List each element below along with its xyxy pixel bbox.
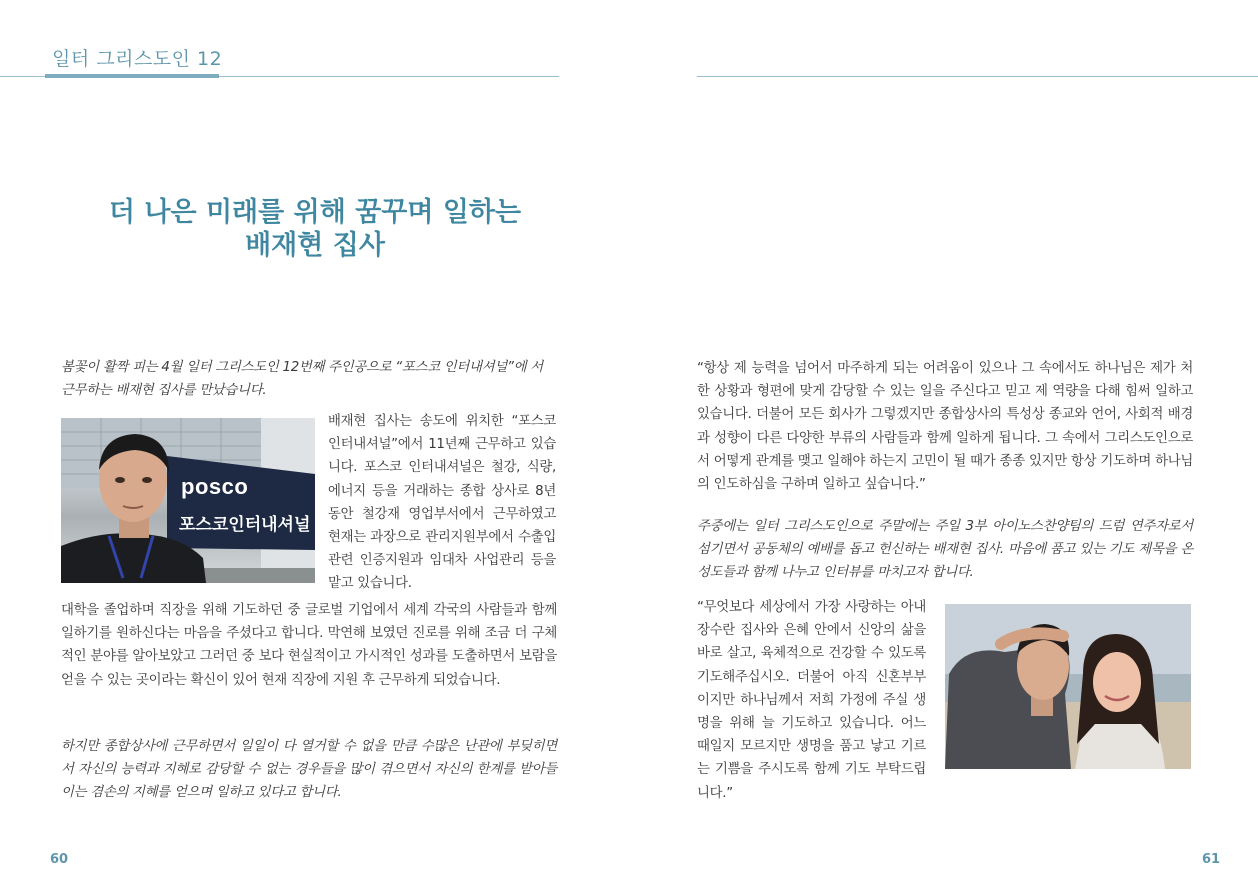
prayer-quote-paragraph: “무엇보다 세상에서 가장 사랑하는 아내 장수란 집사와 은혜 안에서 신앙의 삶을 바로 살고, 육체적으로 건강할 수 있도록 기도해주십시오. 더불어 아직 신혼부부이지만 하나님께서 저희 가정에 주실 생명을 위해 늘 기도하고 있습니다. 어느 때일지 모르지만 생명을 품고 낳고 기르는 기쁨을 주시도록 함께 기도 부탁드립니다.”: [697, 600, 926, 801]
page-number-right: 61: [1202, 852, 1221, 867]
beside-photo-paragraph: 배재현 집사는 송도에 위치한 “포스코 인터내셔널”에서 11년째 근무하고 있습니다. 포스코 인터내셔널은 철강, 식량, 에너지 등을 거래하는 종합 상사로 8년 동안 철강재 영업부서에서 근무하였고 현재는 과장으로 관리지원부에서 수출입 관련 인증지원과 임대차 사업관리 등을 맡고 있습니다.: [328, 414, 556, 592]
photo-couple-beach: [945, 604, 1191, 769]
humility-paragraph: 하지만 종합상사에 근무하면서 일일이 다 열거할 수 없을 만큼 수많은 난관에 부딪히면서 자신의 능력과 지혜로 감당할 수 없는 경우들을 많이 겪으면서 자신의 한계를 받아들이는 겸손의 지혜를 얻으며 일하고 있다고 합니다.: [61, 739, 557, 801]
article-title: [60, 196, 570, 262]
career-paragraph: 대학을 졸업하며 직장을 위해 기도하던 중 글로벌 기업에서 세계 각국의 사람들과 함께 일하기를 원하신다는 마음을 주셨다고 합니다. 막연해 보였던 진로를 위해 조금 더 구체적인 분야를 알아보았고 그러던 중 보다 현실적이고 가시적인 성과를 도출하면서 보람을 얻을 수 있는 곳이라는 확신이 있어 현재 직장에 지원 후 근무하게 되었습니다.: [61, 603, 557, 688]
portrait-illustration: [61, 418, 315, 583]
title-line-1: 더 나은 미래를 위해 꿈꾸며 일하는: [108, 197, 522, 228]
section-label: 일터 그리스도인 12: [52, 48, 223, 70]
page-number-left: 60: [50, 852, 69, 867]
header-rule-accent: [45, 74, 219, 78]
header-rule-right: [697, 76, 1258, 77]
quote-paragraph-1: “항상 제 능력을 넘어서 마주하게 되는 어려움이 있으나 그 속에서도 하나님은 제가 처한 상황과 형편에 맞게 감당할 수 있는 일을 주신다고 믿고 제 역량을 다해 힘써 일하고 있습니다. 더불어 모든 회사가 그렇겠지만 종합상사의 특성상 종교와 언어, 사회적 배경과 성향이 다른 다양한 부류의 사람들과 함께 일하게 됩니다. 그 속에서 그리스도인으로서 어떻게 관계를 맺고 일해야 하는지 고민이 될 때가 종종 있지만 항상 기도하며 하나님의 인도하심을 구하며 일하고 싶습니다.”: [697, 361, 1193, 493]
title-line-2: 배재현 집사: [245, 230, 385, 261]
closing-italic-paragraph: 주중에는 일터 그리스도인으로 주말에는 주일 3부 아이노스찬양팀의 드럼 연주자로서 섬기면서 공동체의 예배를 돕고 헌신하는 배재현 집사. 마음에 품고 있는 기도 제목을 온 성도들과 함께 나누고 인터뷰를 마치고자 합니다.: [697, 519, 1193, 581]
intro-paragraph: 봄꽃이 활짝 피는 4월 일터 그리스도인 12번째 주인공으로 “포스코 인터내셔널”에 서 근무하는 배재현 집사를 만났습니다.: [61, 360, 543, 399]
sign-logo: posco: [181, 474, 249, 499]
sign-korean-text: 포스코인터내셔널: [179, 515, 311, 535]
couple-illustration: [945, 604, 1191, 769]
photo-posco-sign: [61, 418, 315, 583]
